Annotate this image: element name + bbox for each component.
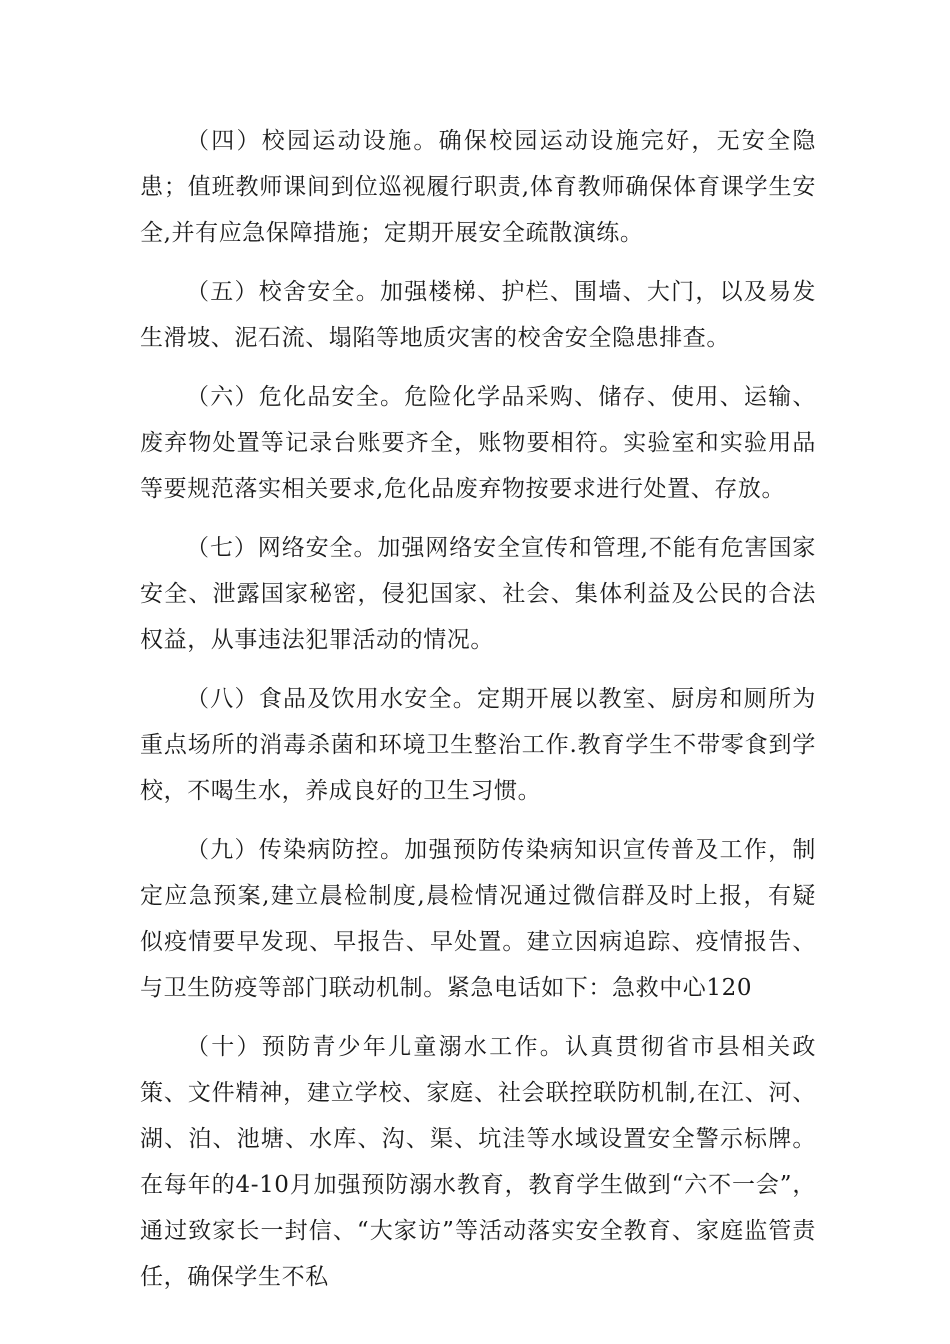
paragraph-infectious-disease-control: （九）传染病防控。加强预防传染病知识宣传普及工作，制定应急预案,建立晨检制度,晨检情况通过微信群及时上报，有疑似疫情要早发现、早报告、早处置。建立因病追踪、疫情报告、与卫生防疫等部门联动机制。紧急电话如下：急救中心120 (140, 837, 816, 1001)
paragraph-campus-sports-facilities: （四）校园运动设施。确保校园运动设施完好，无安全隐患；值班教师课间到位巡视履行职责,体育教师确保体育课学生安全,并有应急保障措施；定期开展安全疏散演练。 (140, 128, 816, 246)
paragraph-network-security: （七）网络安全。加强网络安全宣传和管理,不能有危害国家安全、泄露国家秘密，侵犯国家、社会、集体利益及公民的合法权益，从事违法犯罪活动的情况。 (140, 535, 816, 653)
paragraph-hazardous-chemicals-safety: （六）危化品安全。危险化学品采购、储存、使用、运输、废弃物处置等记录台账要齐全，账物要相符。实验室和实验用品等要规范落实相关要求,危化品废弃物按要求进行处置、存放。 (140, 384, 816, 502)
paragraph-food-water-safety: （八）食品及饮用水安全。定期开展以教室、厨房和厕所为重点场所的消毒杀菌和环境卫生整治工作.教育学生不带零食到学校，不喝生水，养成良好的卫生习惯。 (140, 686, 816, 804)
paragraph-drowning-prevention: （十）预防青少年儿童溺水工作。认真贯彻省市县相关政策、文件精神，建立学校、家庭、社会联控联防机制,在江、河、湖、泊、池塘、水库、沟、渠、坑洼等水域设置安全警示标牌。在每年的4-10月加强预防溺水教育，教育学生做到“六不一会”，通过致家长一封信、“大家访”等活动落实安全教育、家庭监管责任，确保学生不私 (140, 1034, 816, 1290)
document-body (140, 118, 816, 1313)
paragraph-school-building-safety: （五）校舍安全。加强楼梯、护栏、围墙、大门，以及易发生滑坡、泥石流、塌陷等地质灾害的校舍安全隐患排查。 (140, 279, 816, 351)
